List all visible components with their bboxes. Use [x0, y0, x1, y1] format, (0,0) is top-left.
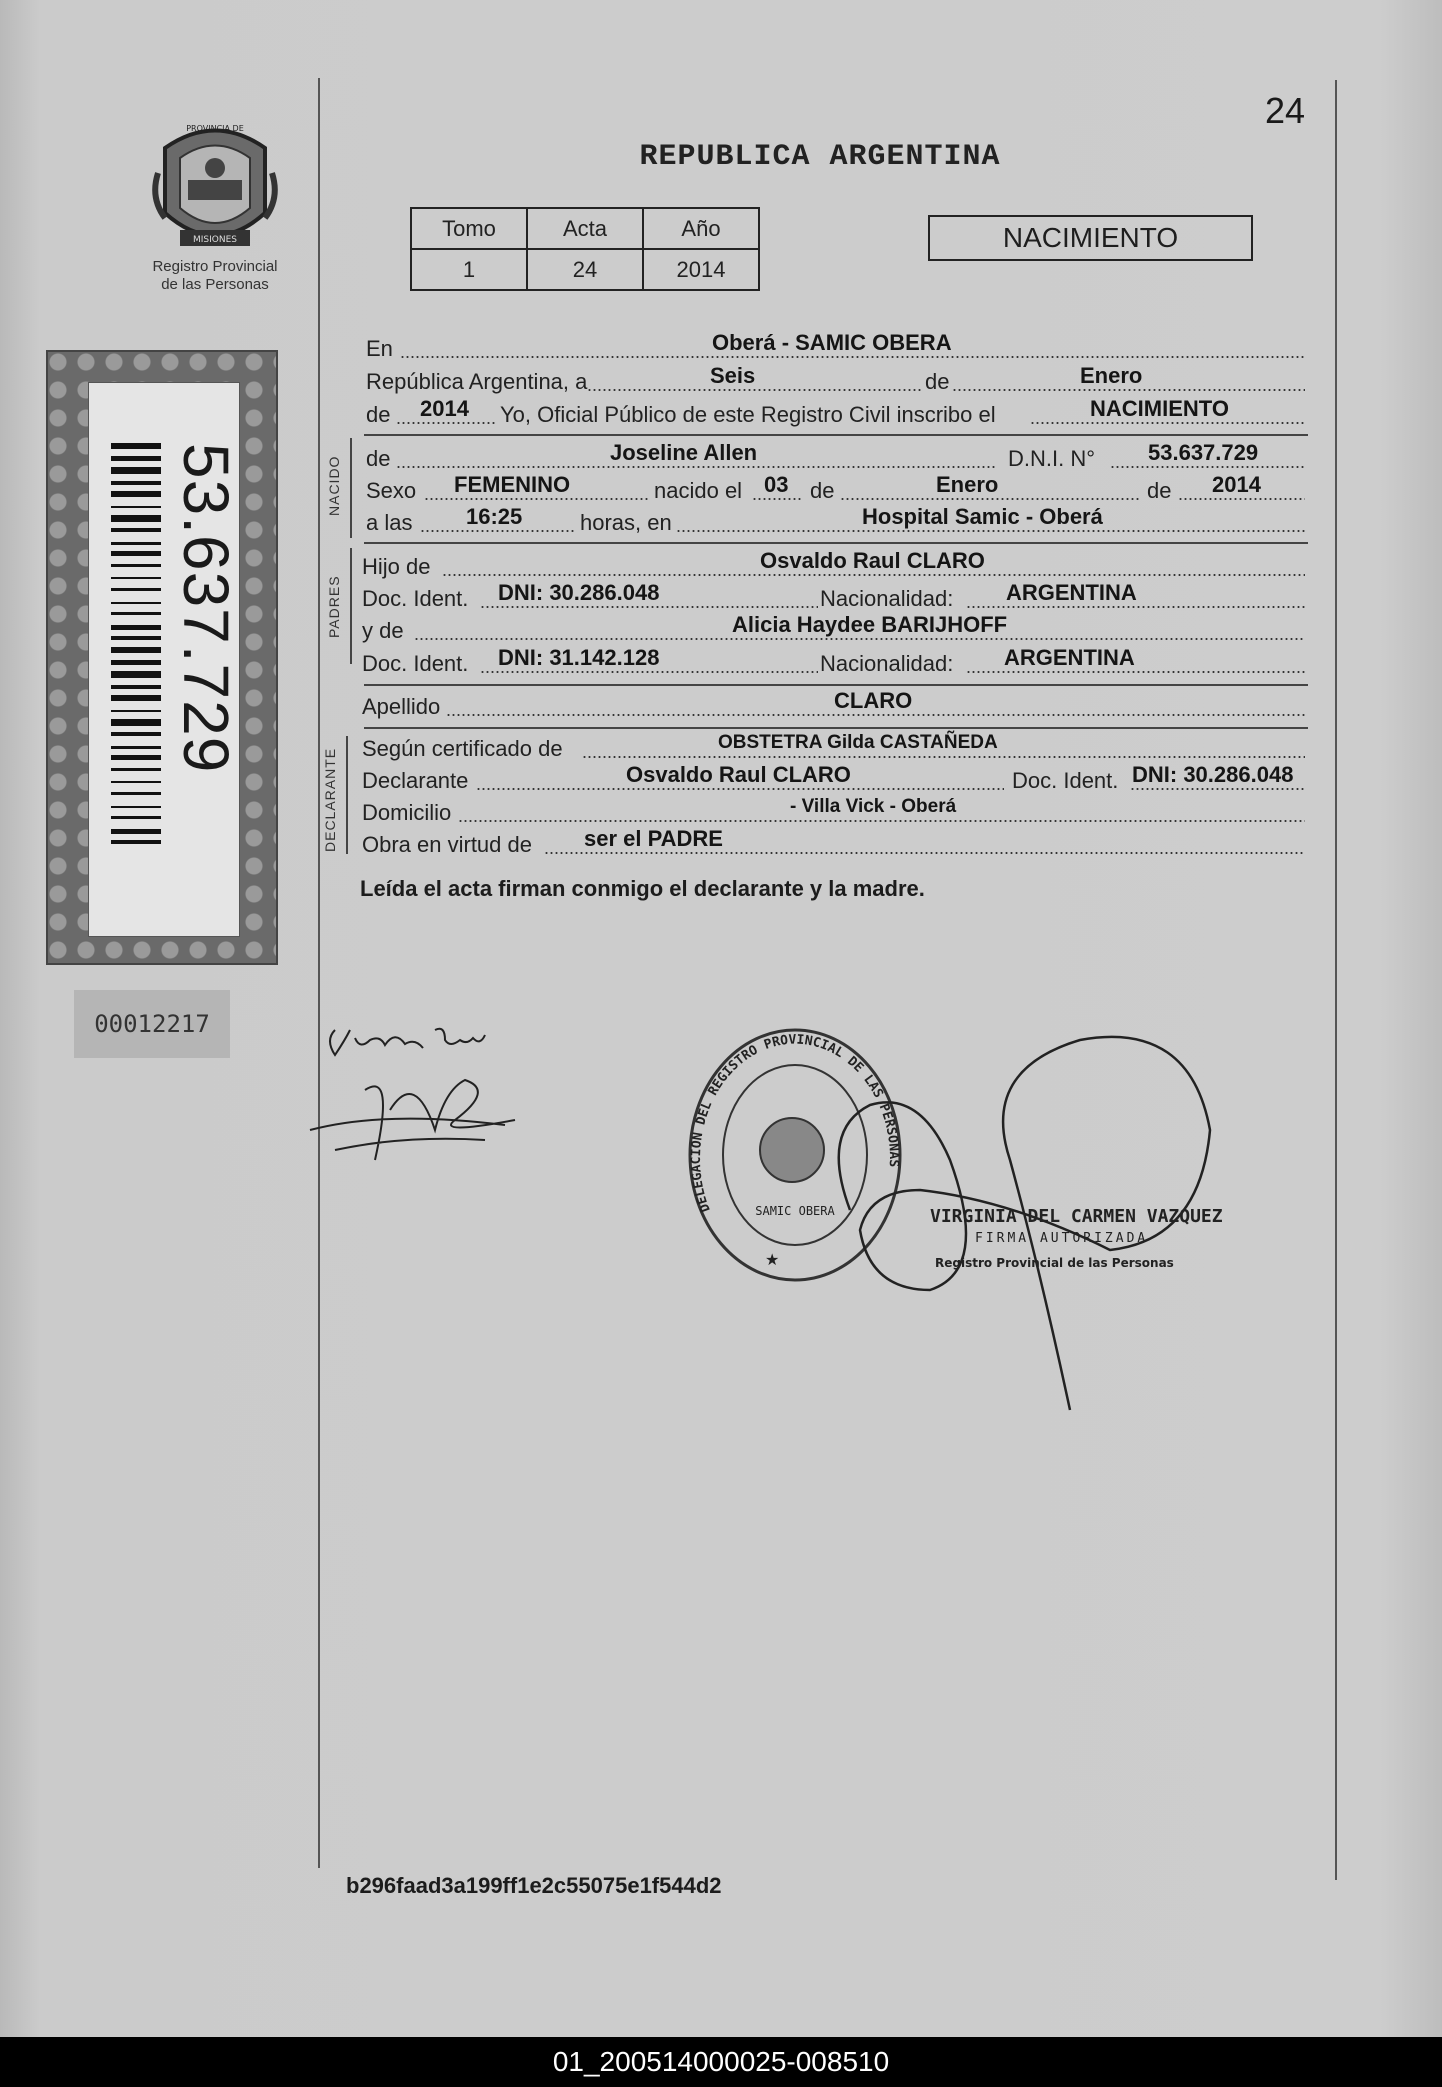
scan-footer-id: 01_200514000025-008510	[0, 2037, 1442, 2087]
dotted-fill	[952, 389, 1305, 391]
apellido-value: CLARO	[834, 688, 913, 713]
child-sexo: FEMENINO	[454, 472, 571, 497]
logo-motto-bottom: MISIONES	[192, 235, 238, 245]
label-republica: República Argentina, a	[366, 369, 588, 394]
declarante-section-bar	[346, 736, 348, 854]
seal-inner-text: SAMIC OBERA	[755, 1204, 835, 1218]
mother-doc: DNI: 31.142.128	[498, 645, 660, 670]
declarant-signature	[305, 1010, 545, 1180]
dotted-fill	[752, 498, 802, 500]
dotted-fill	[1030, 422, 1305, 424]
logo-caption-line2: de las Personas	[161, 276, 269, 293]
barcode-bar	[111, 636, 161, 640]
dotted-fill	[458, 820, 1305, 822]
barcode-bar	[111, 671, 161, 678]
value-ano: 2014	[643, 249, 759, 290]
stamp-line3: Registro Provincial de las Personas	[935, 1256, 1174, 1270]
padres-section-label: PADRES	[326, 575, 342, 638]
label-yo: Yo, Oficial Público de este Registro Civil inscribo el	[500, 402, 996, 427]
dotted-fill	[676, 530, 1305, 532]
label-apellido: Apellido	[362, 694, 441, 719]
barcode-bar	[111, 732, 161, 736]
barcode-bar	[111, 746, 161, 749]
cert-value: OBSTETRA Gilda CASTAÑEDA	[718, 732, 998, 753]
barcode-panel	[46, 350, 278, 965]
barcode-bar	[111, 481, 161, 485]
barcode-bar	[111, 829, 161, 834]
serial-number-tag: 00012217	[74, 990, 230, 1058]
father-doc: DNI: 30.286.048	[498, 580, 660, 605]
barcode-bar	[111, 660, 161, 665]
seal-ring-text: DELEGACION DEL REGISTRO PROVINCIAL DE LAS PERSONAS	[688, 1032, 902, 1214]
left-margin-line	[318, 78, 320, 1868]
logo-caption-line1: Registro Provincial	[152, 258, 278, 275]
document-hash: b296faad3a199ff1e2c55075e1f544d2	[346, 1873, 722, 1898]
barcode-bar	[111, 695, 161, 701]
dotted-fill	[1130, 788, 1305, 790]
dotted-fill	[966, 671, 1305, 673]
barcode-bar	[111, 685, 161, 689]
father-name: Osvaldo Raul CLARO	[760, 548, 985, 573]
dotted-fill	[544, 852, 1305, 854]
barcode-bar	[111, 577, 161, 579]
barcode-bar	[111, 551, 161, 556]
barcode-bar	[111, 719, 161, 726]
official-signature	[810, 1010, 1230, 1430]
barcode-bar	[111, 792, 161, 795]
label-declarante: Declarante	[362, 768, 469, 793]
barcode-bar	[111, 806, 161, 808]
label-nacionalidad: Nacionalidad:	[820, 651, 954, 676]
label-doc-ident: Doc. Ident.	[362, 586, 469, 611]
section-rule	[364, 727, 1308, 729]
label-de-year: de	[366, 402, 391, 427]
tomo-acta-ano-table	[410, 207, 760, 291]
label-de-name: de	[366, 446, 391, 471]
declarante-section-label: DECLARANTE	[322, 747, 338, 852]
dotted-fill	[966, 606, 1305, 608]
padres-section-bar	[350, 548, 352, 664]
barcode-bar	[111, 588, 161, 591]
nacido-section-bar	[350, 438, 352, 538]
label-domicilio: Domicilio	[362, 800, 452, 825]
mother-nationality: ARGENTINA	[1004, 645, 1135, 670]
section-rule	[364, 434, 1308, 436]
barcode-bar	[111, 528, 161, 532]
dotted-fill	[1110, 466, 1305, 468]
dotted-fill	[587, 389, 922, 391]
seal-star-icon: ★	[765, 1252, 780, 1269]
section-rule	[364, 542, 1308, 544]
dotted-fill	[840, 498, 1140, 500]
barcode-bar	[111, 647, 161, 653]
barcode-bar	[111, 612, 161, 615]
barcode-label	[88, 382, 240, 937]
dotted-fill	[424, 498, 649, 500]
logo-motto-top: PROVINCIA DE	[186, 124, 244, 133]
value-tomo: 1	[411, 249, 527, 290]
declarante-name: Osvaldo Raul CLARO	[626, 762, 851, 787]
label-en: En	[366, 336, 393, 361]
record-place: Oberá - SAMIC OBERA	[712, 330, 952, 355]
barcode-number: 53.637.729	[170, 443, 242, 774]
barcode-bar	[111, 602, 161, 604]
barcode-bar	[111, 625, 161, 630]
dotted-fill	[396, 422, 496, 424]
dotted-fill	[446, 714, 1305, 716]
barcode-bar	[111, 840, 161, 844]
right-margin-line	[1335, 80, 1337, 1880]
dotted-fill	[1178, 498, 1305, 500]
barcode-bar	[111, 456, 161, 461]
province-shield-logo	[150, 118, 280, 258]
barcode-bar	[111, 768, 161, 771]
barcode-bar	[111, 816, 161, 819]
label-de-month: de	[810, 478, 835, 503]
header-tomo: Tomo	[411, 208, 527, 249]
nacido-section-label: NACIDO	[326, 455, 342, 516]
label-hijo-de: Hijo de	[362, 554, 431, 579]
barcode-bar	[111, 564, 161, 567]
label-sexo: Sexo	[366, 478, 417, 503]
label-doc-ident: Doc. Ident.	[1012, 768, 1119, 793]
domicilio-value: - Villa Vick - Oberá	[790, 796, 957, 817]
document-heading: REPUBLICA ARGENTINA	[639, 140, 1001, 174]
header-acta: Acta	[527, 208, 643, 249]
dotted-fill	[480, 606, 818, 608]
dotted-fill	[582, 756, 1305, 758]
dotted-fill	[396, 466, 996, 468]
dotted-fill	[414, 638, 1305, 640]
label-nacionalidad: Nacionalidad:	[820, 586, 954, 611]
dotted-fill	[420, 530, 575, 532]
stamp-line2: FIRMA AUTORIZADA	[975, 1231, 1149, 1246]
dotted-fill	[400, 356, 1305, 358]
dotted-fill	[442, 574, 1305, 576]
label-y-de: y de	[362, 618, 404, 643]
stamp-line1: VIRGINIA DEL CARMEN VAZQUEZ	[930, 1206, 1223, 1227]
section-rule	[364, 684, 1308, 686]
barcode-bar	[111, 443, 161, 449]
value-acta: 24	[527, 249, 643, 290]
dotted-fill	[480, 671, 818, 673]
barcode-bar	[111, 506, 161, 508]
act-type-box: NACIMIENTO	[928, 215, 1253, 261]
label-de: de	[925, 369, 950, 394]
header-ano: Año	[643, 208, 759, 249]
birth-place: Hospital Samic - Oberá	[862, 504, 1103, 529]
barcode-bar	[111, 781, 161, 783]
declarante-doc: DNI: 30.286.048	[1132, 762, 1294, 787]
label-de-year2: de	[1147, 478, 1172, 503]
label-a-las: a las	[366, 510, 413, 535]
birth-time: 16:25	[466, 504, 523, 529]
label-doc-ident: Doc. Ident.	[362, 651, 469, 676]
label-nacido-el: nacido el	[654, 478, 743, 503]
record-day: Seis	[710, 363, 756, 388]
barcode-bar	[111, 491, 161, 497]
birth-day: 03	[764, 472, 789, 497]
father-nationality: ARGENTINA	[1006, 580, 1137, 605]
record-inscribed: NACIMIENTO	[1090, 396, 1229, 421]
birth-month: Enero	[936, 472, 999, 497]
page-number: 24	[1265, 90, 1306, 131]
record-month: Enero	[1080, 363, 1143, 388]
child-dni: 53.637.729	[1148, 440, 1259, 465]
barcode-bar	[111, 467, 161, 474]
obra-value: ser el PADRE	[584, 826, 723, 851]
barcode-bar	[111, 710, 161, 712]
barcode-bar	[111, 515, 161, 522]
birth-year: 2014	[1212, 472, 1261, 497]
closing-statement: Leída el acta firman conmigo el declarante y la madre.	[360, 876, 925, 901]
label-horas-en: horas, en	[580, 510, 672, 535]
mother-name: Alicia Haydee BARIJHOFF	[732, 612, 1008, 637]
label-obra: Obra en virtud de	[362, 832, 532, 857]
barcode-bar	[111, 755, 161, 760]
record-year: 2014	[420, 396, 469, 421]
logo-caption	[120, 258, 310, 294]
barcode	[111, 443, 161, 883]
child-name: Joseline Allen	[610, 440, 758, 465]
dotted-fill	[476, 788, 1004, 790]
label-dni: D.N.I. N°	[1008, 446, 1096, 471]
barcode-bar	[111, 542, 161, 545]
label-segun-cert: Según certificado de	[362, 736, 563, 761]
